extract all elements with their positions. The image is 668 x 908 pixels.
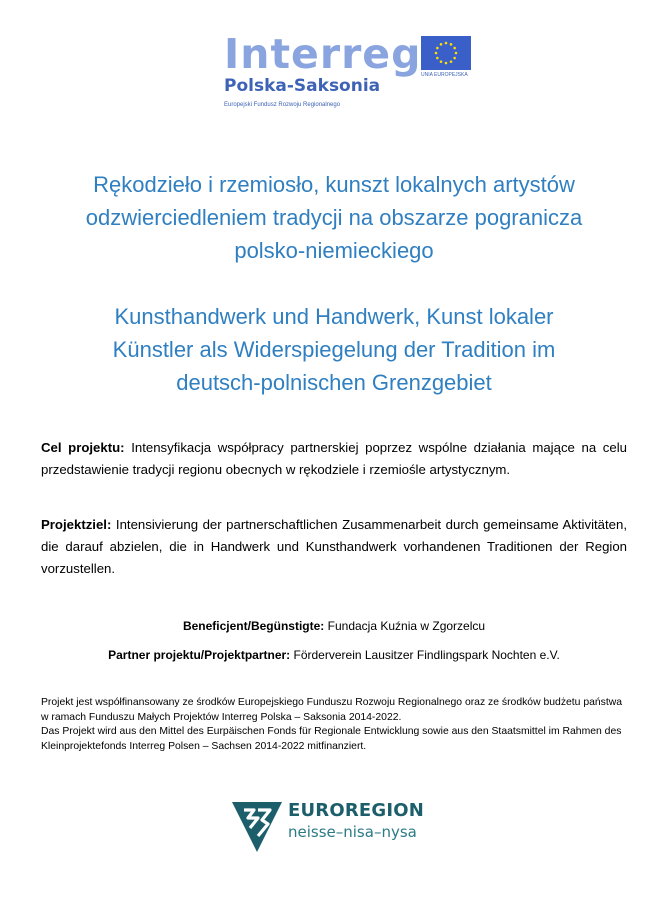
- objective-polish-text: Intensyfikacja współpracy partnerskiej poprzez wspólne działania mające na celu przedstawienie tradycji regionu obecnych w rękodziele i rzemiośle artystycznym.: [41, 440, 627, 477]
- eu-star-icon: [435, 52, 438, 55]
- interreg-logo: [224, 30, 422, 109]
- objective-german-label: Projektziel:: [41, 517, 112, 532]
- objective-german-text: Intensivierung der partnerschaftlichen Zusammenarbeit durch gemeinsame Aktivitäten, die darauf abzielen, die in Handwerk und Kunsthandwerk vorhandenen Traditionen der Region vorzustellen.: [41, 517, 628, 576]
- project-partner-value: Förderverein Lausitzer Findlingspark Nochten e.V.: [293, 648, 560, 662]
- eu-star-icon: [440, 43, 443, 46]
- euroregion-mark-icon: [232, 800, 282, 852]
- title-german-line: deutsch-polnischen Grenzgebiet: [176, 370, 492, 395]
- eu-flag-icon: [421, 36, 471, 70]
- funding-note: [41, 696, 627, 754]
- title-german: [40, 300, 628, 399]
- interreg-logo-subtitle: Europejski Fundusz Rozwoju Regionalnego: [224, 102, 341, 108]
- interreg-logo-region: Polska-Saksonia: [224, 76, 381, 96]
- objective-german: [41, 514, 627, 580]
- title-polish: [40, 168, 628, 267]
- title-polish-line: odzwierciedleniem tradycji na obszarze pogranicza: [85, 205, 583, 230]
- eu-star-icon: [436, 57, 439, 60]
- eu-star-icon: [453, 57, 456, 60]
- objective-polish: [41, 437, 627, 481]
- title-polish-line: polsko-niemieckiego: [234, 238, 434, 263]
- title-polish-line: Rękodzieło i rzemiosło, kunszt lokalnych artystów: [93, 172, 575, 197]
- eu-star-icon: [450, 43, 453, 46]
- beneficiary-label: Beneficjent/Begünstigte:: [182, 619, 325, 633]
- funding-note-polish: Projekt jest współfinansowany ze środków Europejskiego Funduszu Rozwoju Regionalnego oraz ze środków budżetu państwa w ramach Funduszu Małych Projektów Interreg Polska – Saksonia 2014-2022.: [41, 697, 623, 723]
- eu-star-icon: [445, 42, 448, 45]
- beneficiary: [40, 617, 628, 635]
- eu-star-icon: [450, 60, 453, 63]
- eu-star-icon: [436, 47, 439, 50]
- title-german-line: Kunsthandwerk und Handwerk, Kunst lokaler: [114, 304, 554, 329]
- header-logos: [0, 26, 668, 116]
- project-partner-label: Partner projektu/Projektpartner:: [108, 648, 291, 662]
- funding-note-german: Das Projekt wird aus den Mittel des Eurpäischen Fonds für Regionale Entwicklung sowie aus den Staatsmittel im Rahmen des Kleinprojektefonds Interreg Polsen – Sachsen 2014-2022 mitfinanziert.: [41, 726, 622, 752]
- euroregion-logo: [232, 800, 442, 852]
- eu-star-icon: [455, 52, 458, 55]
- beneficiary-value: Fundacja Kuźnia w Zgorzelcu: [327, 619, 486, 633]
- interreg-logo-word: Interreg: [224, 30, 422, 78]
- eu-star-icon: [440, 60, 443, 63]
- eu-label: UNIA EUROPEJSKA: [421, 72, 468, 78]
- euroregion-subtitle: neisse–nisa–nysa: [288, 823, 417, 841]
- eu-star-icon: [445, 62, 448, 65]
- title-german-line: Künstler als Widerspiegelung der Tradition im: [112, 337, 556, 362]
- eu-star-icon: [453, 47, 456, 50]
- objective-polish-label: Cel projektu:: [41, 440, 125, 455]
- euroregion-name: EUROREGION: [288, 800, 425, 821]
- project-partner: [40, 646, 628, 664]
